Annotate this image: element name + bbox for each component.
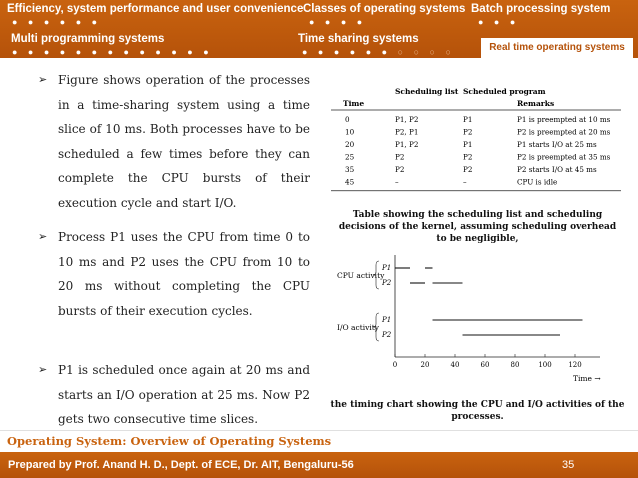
bullet-item: ➢ P1 is scheduled once again at 20 ms and starts an I/O operation at 25 ms. Now P2 gets two consecutive time slices. bbox=[38, 358, 310, 432]
table-caption: Table showing the scheduling list and scheduling decisions of the kernel, assuming scheduling overhead to be negligible, bbox=[338, 210, 617, 244]
table-cell: P1 bbox=[463, 140, 473, 149]
nav-progress-dots-batch[interactable]: ● ● ● bbox=[478, 17, 520, 27]
table-header-remarks: Remarks bbox=[517, 99, 555, 108]
table-cell: P1, P2 bbox=[395, 140, 419, 149]
cpu-p2-label: P2 bbox=[382, 279, 392, 287]
table-header-time: Time bbox=[343, 99, 365, 108]
table-header-scheduled-program: Scheduled program bbox=[463, 87, 546, 96]
bullet-item: ➢ Process P1 uses the CPU from time 0 to 10 ms and P2 uses the CPU from 10 to 20 ms without completing the CPU bursts of their execution cycles. bbox=[38, 225, 310, 323]
table-cell: P2 bbox=[463, 152, 473, 162]
x-tick-label: 20 bbox=[420, 361, 430, 369]
table-cell: P1, P2 bbox=[395, 115, 419, 124]
footer-course-title: Operating System: Overview of Operating Systems bbox=[0, 430, 638, 450]
table-cell: P2 is preempted at 20 ms bbox=[517, 127, 611, 137]
timing-chart bbox=[335, 255, 605, 385]
x-tick-label: 80 bbox=[510, 361, 520, 369]
bullet-item: ➢ Figure shows operation of the processes in a time-sharing system using a time slice of 10 ms. Both processes have to be scheduled a few times before they can complete the CPU bursts of their execution cycle and start I/O. bbox=[38, 68, 310, 215]
nav-progress-dots-efficiency[interactable]: ● ● ● ● ● ● bbox=[12, 17, 102, 27]
table-cell: 45 bbox=[345, 177, 355, 187]
table-cell: 0 bbox=[345, 115, 350, 124]
nav-progress-dots-classes[interactable]: ● ● ● ● bbox=[309, 17, 367, 27]
table-cell: P1 is preempted at 10 ms bbox=[517, 115, 611, 124]
footer-prepared-by: Prepared by Prof. Anand H. D., Dept. of ECE, Dr. AIT, Bengaluru-56 bbox=[8, 459, 354, 471]
table-cell: P2 starts I/O at 45 ms bbox=[517, 165, 597, 174]
table-cell: P2 bbox=[463, 165, 473, 174]
table-cell: P2 bbox=[395, 152, 405, 162]
chart-caption: the timing chart showing the CPU and I/O activities of the processes. bbox=[330, 400, 625, 422]
footer-bar bbox=[0, 452, 638, 478]
nav-link-time-sharing[interactable]: Time sharing systems bbox=[298, 33, 419, 45]
chart-x-label: Time → bbox=[573, 374, 601, 383]
nav-link-batch[interactable]: Batch processing system bbox=[471, 3, 611, 15]
arrow-bullet-icon: ➢ bbox=[38, 73, 48, 86]
io-p1-label: P1 bbox=[382, 316, 392, 324]
table-cell: P2 bbox=[463, 127, 473, 137]
nav-link-multiprogramming[interactable]: Multi programming systems bbox=[11, 33, 165, 45]
table-cell: P2, P1 bbox=[395, 127, 419, 137]
table-cell: 10 bbox=[345, 127, 355, 137]
row-label-io: I/O activity bbox=[337, 323, 379, 332]
table-cell: CPU is idle bbox=[517, 177, 558, 187]
x-tick-label: 100 bbox=[538, 361, 552, 369]
x-tick-label: 40 bbox=[450, 361, 460, 369]
nav-progress-dots-time-sharing[interactable]: ● ● ● ● ● ● ○ ○ ○ ○ bbox=[302, 47, 455, 57]
cpu-p1-label: P1 bbox=[382, 264, 392, 272]
nav-link-classes[interactable]: Classes of operating systems bbox=[303, 3, 466, 15]
table-cell: P2 is preempted at 35 ms bbox=[517, 152, 611, 162]
x-tick-label: 0 bbox=[392, 361, 398, 369]
arrow-bullet-icon: ➢ bbox=[38, 230, 48, 243]
table-header-scheduling-list: Scheduling list bbox=[395, 87, 459, 96]
row-label-cpu: CPU activity bbox=[337, 271, 385, 280]
table-cell: P1 bbox=[463, 115, 473, 124]
nav-link-efficiency[interactable]: Efficiency, system performance and user convenience bbox=[7, 3, 304, 15]
table-cell: P1 starts I/O at 25 ms bbox=[517, 140, 597, 149]
table-cell: – bbox=[395, 177, 399, 187]
x-tick-label: 120 bbox=[568, 361, 582, 369]
table-cell: – bbox=[463, 177, 467, 187]
nav-progress-dots-multiprogramming[interactable]: ● ● ● ● ● ● ● ● ● ● ● ● ● bbox=[12, 47, 213, 57]
chart-marks bbox=[393, 268, 583, 369]
table-cell: P2 bbox=[395, 165, 405, 174]
io-p2-label: P2 bbox=[382, 331, 392, 339]
arrow-bullet-icon: ➢ bbox=[38, 363, 48, 376]
table-cell: 35 bbox=[345, 165, 355, 174]
x-tick-label: 60 bbox=[480, 361, 490, 369]
nav-active-real-time[interactable]: Real time operating systems bbox=[481, 38, 633, 58]
table-cell: 20 bbox=[345, 140, 355, 149]
scheduling-table bbox=[331, 80, 621, 192]
bullet-list bbox=[38, 68, 310, 432]
table-body bbox=[331, 115, 621, 191]
page-number: 35 bbox=[562, 459, 575, 471]
table-cell: 25 bbox=[345, 152, 355, 162]
